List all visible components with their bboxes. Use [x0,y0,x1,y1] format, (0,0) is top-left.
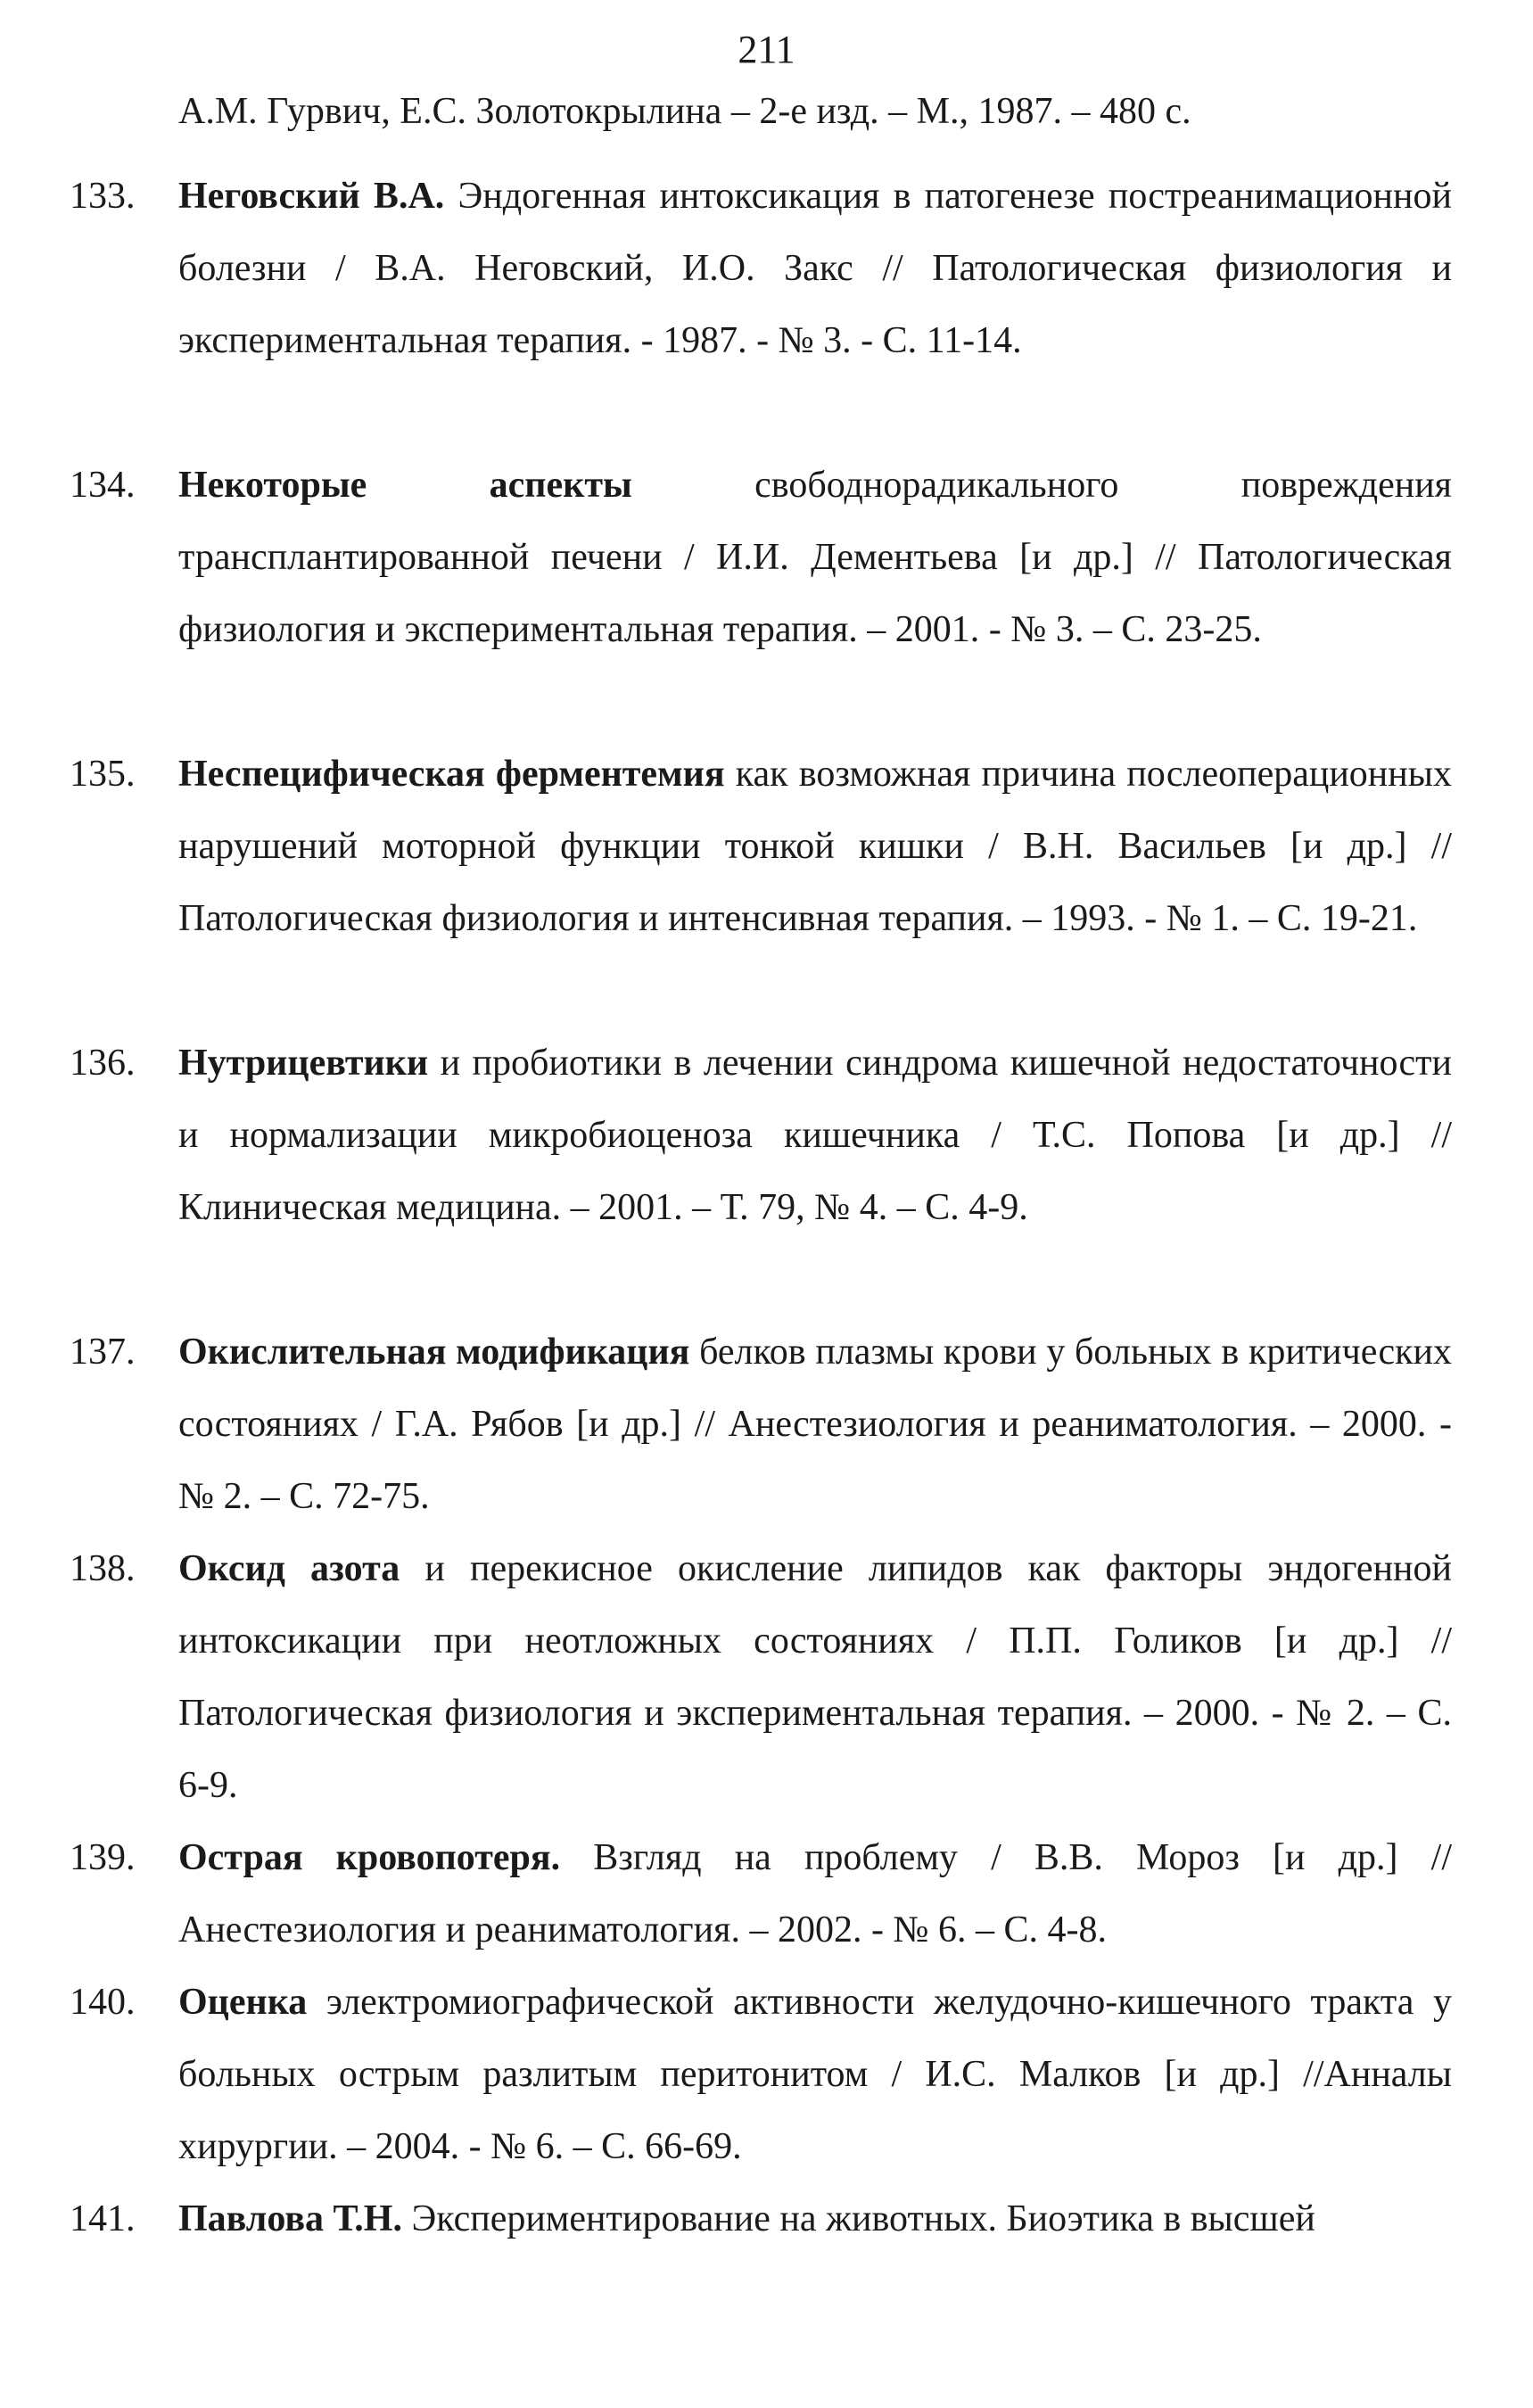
reference-title: Некоторые аспекты [178,465,632,506]
reference-text: Эндогенная интоксикация в патогенезе постреанимационной болезни / В.А. Неговский, И.О. Закс // Патологическая физиология и экспериментальная терапия. - 1987. - № 3. - С. 11-14. [178,176,1452,361]
reference-text: свободнорадикального повреждения трансплантированной печени / И.И. Дементьева [и др.] // Патологическая физиология и экспериментальная терапия. – 2001. - № 3. – С. 23-25. [178,465,1452,650]
reference-entry-135 [70,738,1452,955]
reference-body [178,1027,1452,1244]
reference-body [178,738,1452,955]
reference-entry-133 [70,161,1452,377]
reference-text: и перекисное окисление липидов как факторы эндогенной интоксикации при неотложных состояниях / П.П. Голиков [и др.] // Патологическая физиология и экспериментальная терапия. – 2000. - № 2. – С. 6-9. [178,1548,1452,1806]
reference-text: Экспериментирование на животных. Биоэтика в высшей [401,2198,1315,2239]
reference-body [178,1967,1452,2183]
reference-entry-139 [70,1822,1452,1967]
reference-body [178,1822,1452,1967]
reference-entry-137 [70,1316,1452,1533]
reference-text: Взгляд на проблему / В.В. Мороз [и др.] // Анестезиология и реаниматология. – 2002. - № 6. – С. 4-8. [178,1837,1452,1950]
reference-title: Неспецифическая ферментемия [178,754,725,795]
reference-body [178,449,1452,666]
reference-entry-138 [70,1533,1452,1822]
reference-text: белков плазмы крови у больных в критических состояниях / Г.А. Рябов [и др.] // Анестезиология и реаниматология. – 2000. - № 2. – С. 72-75. [178,1332,1452,1517]
reference-entry-136 [70,1027,1452,1244]
reference-title: Павлова Т.Н. [178,2198,402,2239]
reference-title: Неговский В.А. [178,176,445,217]
reference-number: 133. [70,176,136,217]
reference-entry-134 [70,449,1452,666]
reference-body [178,2183,1452,2255]
reference-number: 134. [70,465,136,506]
reference-title: Оксид азота [178,1548,400,1589]
reference-body [178,161,1452,377]
reference-body [178,1316,1452,1533]
reference-number: 138. [70,1548,136,1589]
reference-number: 137. [70,1332,136,1373]
reference-text: как возможная причина послеоперационных нарушений моторной функции тонкой кишки / В.Н. Васильев [и др.] // Патологическая физиология и интенсивная терапия. – 1993. - № 1. – С. 19-21. [178,754,1452,939]
reference-number: 136. [70,1043,136,1084]
reference-number: 141. [70,2198,136,2239]
reference-number: 140. [70,1982,136,2023]
reference-text: и пробиотики в лечении синдрома кишечной недостаточности и нормализации микробиоценоза кишечника / Т.С. Попова [и др.] // Клиническая медицина. – 2001. – Т. 79, № 4. – С. 4-9. [178,1043,1452,1228]
reference-entry-141 [70,2183,1452,2255]
reference-title: Нутрицевтики [178,1043,429,1084]
reference-title: Оценка [178,1982,308,2023]
reference-title: Острая кровопотеря. [178,1837,561,1878]
reference-number: 135. [70,754,136,795]
reference-title: Окислительная модификация [178,1332,690,1373]
reference-continuation: А.М. Гурвич, Е.С. Золотокрылина – 2-е изд. – М., 1987. – 480 с. [178,91,1191,132]
reference-number: 139. [70,1837,136,1878]
reference-entry-140 [70,1967,1452,2183]
reference-body [178,1533,1452,1822]
page-number: 211 [738,28,795,71]
reference-text: электромиографической активности желудочно-кишечного тракта у больных острым разлитым перитонитом / И.С. Малков [и др.] //Анналы хирургии. – 2004. - № 6. – С. 66-69. [178,1982,1452,2167]
